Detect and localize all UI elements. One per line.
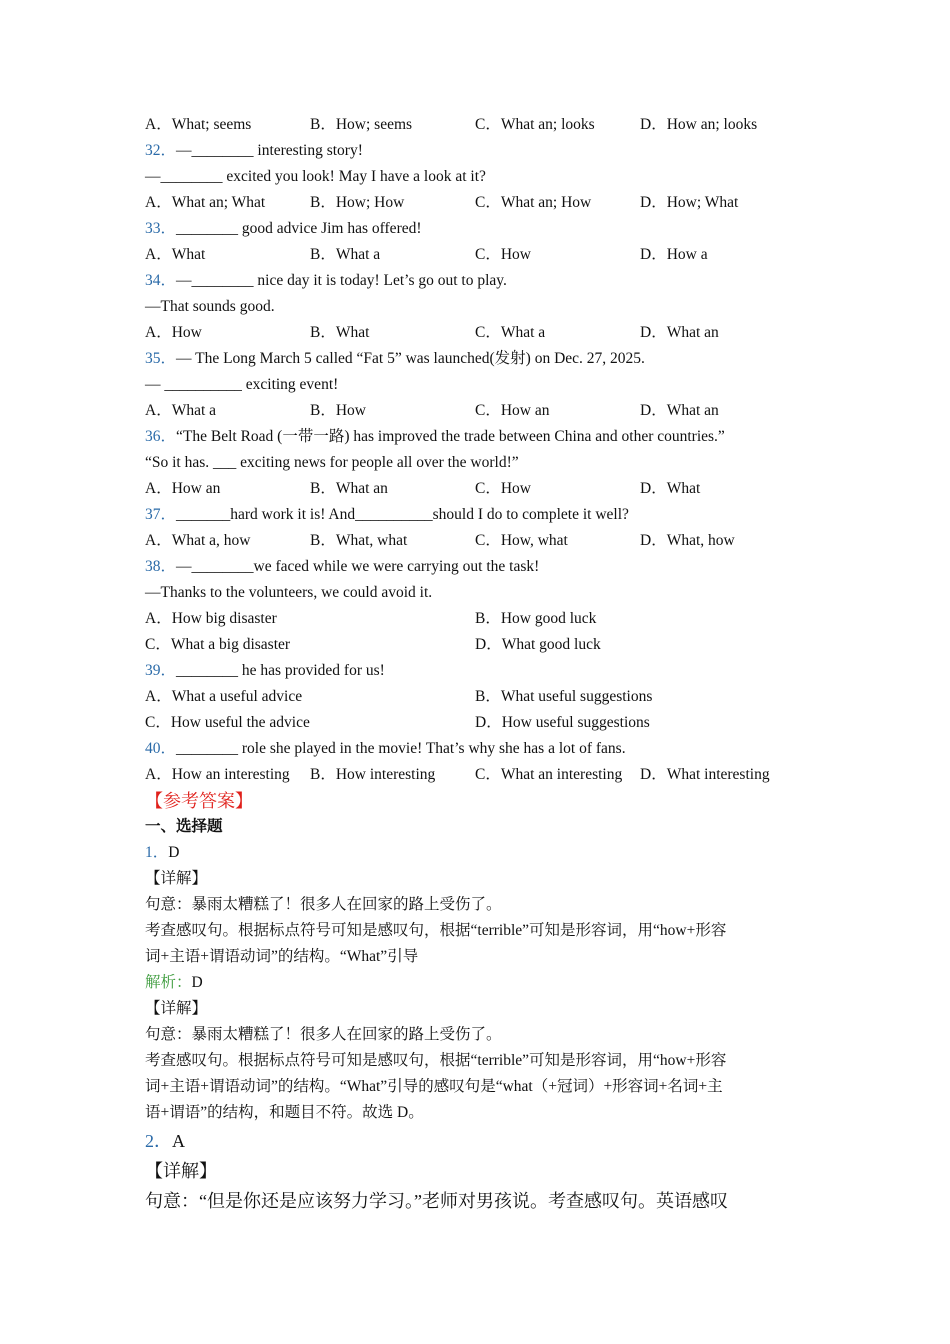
option-b[interactable]: B．What, what	[310, 532, 408, 549]
answer-section-title: 【参考答案】	[145, 791, 253, 811]
jiexi-label: 解析：	[145, 974, 192, 991]
question-text: —________ interesting story!	[176, 142, 363, 159]
option-d[interactable]: D．What interesting	[640, 766, 770, 783]
q39-stem	[145, 658, 815, 684]
question-number: 35．	[145, 350, 177, 367]
q34-stem	[145, 268, 815, 294]
q39-options-row2	[145, 710, 815, 736]
option-a[interactable]: A．How an interesting	[145, 766, 290, 783]
option-d[interactable]: D．What	[640, 480, 701, 497]
q40-options	[145, 762, 815, 788]
option-c[interactable]: C．What a	[475, 324, 546, 341]
answer-number: 2．	[145, 1131, 172, 1151]
option-b[interactable]: B．How; seems	[310, 116, 413, 133]
question-text: “The Belt Road (一带一路) has improved the trade between China and other countries.”	[176, 428, 725, 445]
option-a[interactable]: A．How big disaster	[145, 610, 277, 627]
q35-options	[145, 398, 815, 424]
q33-options	[145, 242, 815, 268]
q38-stem	[145, 554, 815, 580]
jiexi-line	[145, 970, 815, 996]
analysis-line: 词+主语+谓语动词”的结构。“What”引导的感叹句是“what（+冠词）+形容词+名词+主	[145, 1078, 723, 1095]
question-number: 36．	[145, 428, 177, 445]
question-text: ________ he has provided for us!	[176, 662, 385, 679]
q40-stem	[145, 736, 815, 762]
question-number: 33．	[145, 220, 177, 237]
q36-stem	[145, 424, 815, 450]
option-b[interactable]: B．How interesting	[310, 766, 436, 783]
option-d[interactable]: D．What good luck	[475, 636, 601, 653]
option-d[interactable]: D．How an; looks	[640, 116, 758, 133]
answer-number: 1．	[145, 844, 169, 861]
document-page	[145, 112, 815, 1216]
q36-options	[145, 476, 815, 502]
sentence-meaning: 句意：暴雨太糟糕了！很多人在回家的路上受伤了。	[145, 896, 502, 913]
q32-line2: —________ excited you look! May I have a look at it?	[145, 168, 486, 185]
option-d[interactable]: D．What an	[640, 324, 719, 341]
q34-options	[145, 320, 815, 346]
question-text: —________ nice day it is today! Let’s go out to play.	[176, 272, 507, 289]
question-text: — The Long March 5 called “Fat 5” was launched(发射) on Dec. 27, 2025.	[176, 350, 645, 367]
q32-options	[145, 190, 815, 216]
option-b[interactable]: B．How; How	[310, 194, 405, 211]
q36-line2: “So it has. ___ exciting news for people all over the world!”	[145, 454, 519, 471]
option-a[interactable]: A．What	[145, 246, 206, 263]
analysis-line: 考查感叹句。根据标点符号可知是感叹句，根据“terrible”可知是形容词，用“how+形容	[145, 1052, 727, 1069]
option-d[interactable]: D．How a	[640, 246, 708, 263]
q34-line2: —That sounds good.	[145, 298, 275, 315]
q37-stem	[145, 502, 815, 528]
q32-stem	[145, 138, 815, 164]
option-a[interactable]: A．What an; What	[145, 194, 266, 211]
option-d[interactable]: D．How useful suggestions	[475, 714, 650, 731]
option-d[interactable]: D．What, how	[640, 532, 735, 549]
option-c[interactable]: C．How	[475, 480, 531, 497]
option-a[interactable]: A．What a, how	[145, 532, 251, 549]
detail-label: 【详解】	[145, 1000, 208, 1017]
q33-stem	[145, 216, 815, 242]
q38-options-row1	[145, 606, 815, 632]
detail-label: 【详解】	[145, 870, 208, 887]
question-number: 34．	[145, 272, 177, 289]
analysis-line: 词+主语+谓语动词”的结构。“What”引导	[145, 948, 419, 965]
option-b[interactable]: B．What	[310, 324, 370, 341]
question-text: ________ good advice Jim has offered!	[176, 220, 422, 237]
analysis-line: 语+谓语”的结构，和题目不符。故选 D。	[145, 1104, 424, 1121]
option-c[interactable]: C．How an	[475, 402, 550, 419]
question-number: 37．	[145, 506, 177, 523]
option-d[interactable]: D．How; What	[640, 194, 739, 211]
answer-2	[145, 1126, 815, 1156]
option-b[interactable]: B．What a	[310, 246, 381, 263]
option-c[interactable]: C．How	[475, 246, 531, 263]
option-a[interactable]: A．How	[145, 324, 202, 341]
question-number: 38．	[145, 558, 177, 575]
option-a[interactable]: A．What; seems	[145, 116, 252, 133]
jiexi-value: D	[191, 974, 203, 991]
option-c[interactable]: C．What an interesting	[475, 766, 623, 783]
option-b[interactable]: B．What an	[310, 480, 388, 497]
q35-line2: — __________ exciting event!	[145, 376, 339, 393]
q35-stem	[145, 346, 815, 372]
option-c[interactable]: C．What an; looks	[475, 116, 595, 133]
option-c[interactable]: C．How useful the advice	[145, 714, 310, 731]
answer-value: A	[172, 1131, 185, 1151]
option-a[interactable]: A．How an	[145, 480, 221, 497]
option-c[interactable]: C．How, what	[475, 532, 568, 549]
detail-label: 【详解】	[145, 1161, 217, 1181]
question-number: 40．	[145, 740, 177, 757]
q37-options	[145, 528, 815, 554]
question-text: ________ role she played in the movie! That’s why she has a lot of fans.	[176, 740, 626, 757]
option-a[interactable]: A．What a useful advice	[145, 688, 303, 705]
q31-options	[145, 112, 815, 138]
question-text: _______hard work it is! And__________should I do to complete it well?	[176, 506, 629, 523]
question-text: —________we faced while we were carrying out the task!	[176, 558, 540, 575]
option-b[interactable]: B．How	[310, 402, 366, 419]
q39-options-row1	[145, 684, 815, 710]
analysis-line: 考查感叹句。根据标点符号可知是感叹句，根据“terrible”可知是形容词，用“how+形容	[145, 922, 727, 939]
option-c[interactable]: C．What an; How	[475, 194, 592, 211]
q38-options-row2	[145, 632, 815, 658]
q38-line2: —Thanks to the volunteers, we could avoid it.	[145, 584, 433, 601]
answer-value: D	[168, 844, 180, 861]
sentence-meaning: 句意：暴雨太糟糕了！很多人在回家的路上受伤了。	[145, 1026, 502, 1043]
option-a[interactable]: A．What a	[145, 402, 217, 419]
section-heading: 一、选择题	[145, 818, 223, 835]
option-b[interactable]: B．What useful suggestions	[475, 688, 653, 705]
option-c[interactable]: C．What a big disaster	[145, 636, 291, 653]
question-number: 39．	[145, 662, 177, 679]
option-d[interactable]: D．What an	[640, 402, 719, 419]
option-b[interactable]: B．How good luck	[475, 610, 597, 627]
question-number: 32．	[145, 142, 177, 159]
sentence-meaning: 句意：“但是你还是应该努力学习。”老师对男孩说。考查感叹句。英语感叹	[145, 1191, 728, 1211]
answer-1	[145, 840, 815, 866]
